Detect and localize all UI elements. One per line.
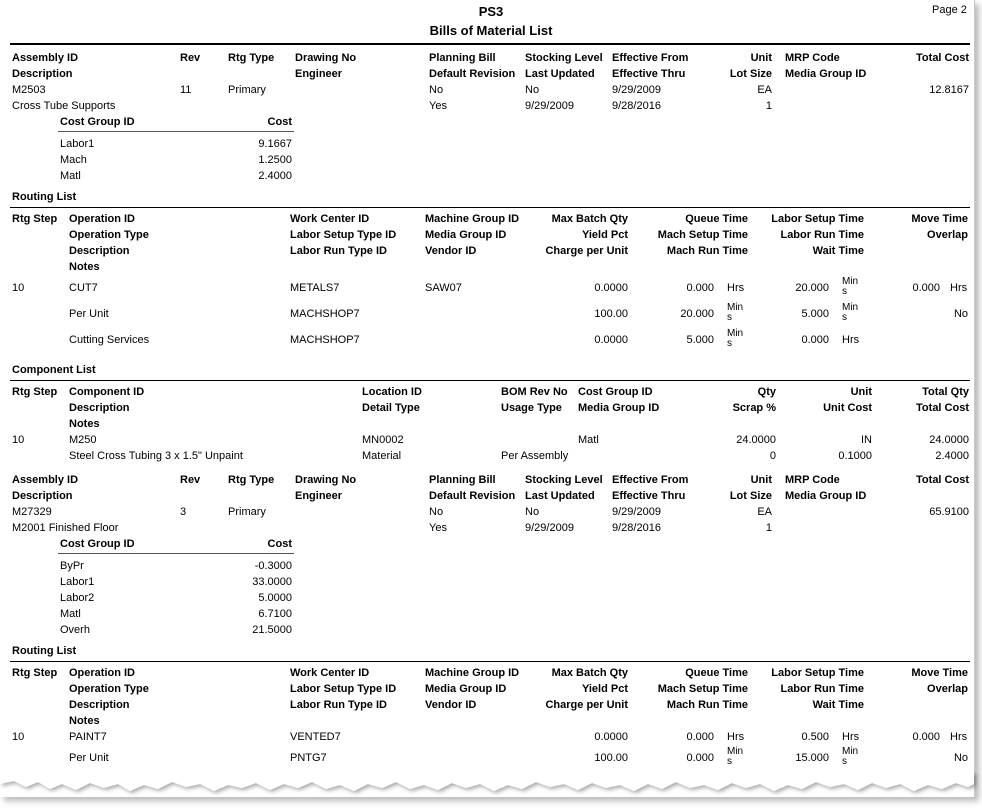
cost-group-id: Matl [60,170,81,182]
rev-header: Rev [180,474,201,486]
labor-run-unit: s [842,756,847,767]
scrap-pct-header: Scrap % [732,402,776,414]
assembly-lot-size: 1 [765,100,772,112]
rtg-step-header: Rtg Step [12,667,58,679]
cost-group-id: Overh [60,624,90,636]
component-id: M250 [69,434,97,446]
unit-header: Unit [750,474,772,486]
queue-time-header: Queue Time [685,213,748,225]
operation-type-header: Operation Type [69,683,149,695]
bom-rev-header: BOM Rev No [501,386,568,398]
comp-description-header: Description [69,402,130,414]
machine-group-header: Machine Group ID [425,213,520,225]
media-group-header: Media Group ID [425,683,507,695]
effective-from-header: Effective From [612,474,689,486]
labor-setup-time-header: Labor Setup Time [771,213,864,225]
operation-id-header: Operation ID [69,213,136,225]
cost-group-id: Labor1 [60,138,95,150]
labor-run-time: 15.000 [795,752,829,764]
comp-total-cost: 2.4000 [935,450,969,462]
operation-id: PAINT7 [69,731,107,743]
assembly-last-updated: 9/29/2009 [525,522,574,534]
rev-header: Rev [180,52,201,64]
routing-list-title: Routing List [12,191,77,203]
location-id: MN0002 [362,434,404,446]
labor-setup-type-header: Labor Setup Type ID [290,683,397,695]
last-updated-header: Last Updated [525,490,595,502]
machine-group-header: Machine Group ID [425,667,520,679]
overlap-header: Overlap [927,229,968,241]
cost-group-id-header: Cost Group ID [60,116,135,128]
rtg-type-header: Rtg Type [228,52,275,64]
cost-group-id: Labor2 [60,592,95,604]
planning-bill-header: Planning Bill [429,52,496,64]
comp-total-cost-header: Total Cost [916,402,969,414]
mach-run-time-header: Mach Run Time [666,245,748,257]
comp-qty: 24.0000 [736,434,776,446]
routing-divider [10,207,970,208]
labor-setup-unit: Hrs [842,731,860,743]
cost-group-cost: 33.0000 [252,576,292,588]
max-batch-header: Max Batch Qty [551,213,628,225]
labor-setup-time: 20.000 [795,282,829,294]
move-time-unit: Hrs [950,282,968,294]
comp-rtg-step-header: Rtg Step [12,386,58,398]
usage-type: Per Assembly [501,450,569,462]
assembly-last-updated: 9/29/2009 [525,100,574,112]
labor-setup-type-header: Labor Setup Type ID [290,229,397,241]
operation-type-header: Operation Type [69,229,149,241]
wait-time-header: Wait Time [812,699,864,711]
description-header: Description [12,490,73,502]
effective-thru-header: Effective Thru [612,68,686,80]
queue-time: 0.000 [686,731,714,743]
component-id-header: Component ID [69,386,145,398]
mach-setup-unit: Min [727,302,744,313]
effective-from-header: Effective From [612,52,689,64]
work-center-header: Work Center ID [290,667,370,679]
labor-run-unit: Min [842,302,859,313]
labor-setup-unit: Min [842,276,859,287]
routing-step: 10 [12,282,25,294]
labor-setup-time: 0.500 [801,731,829,743]
mach-run-unit: Min [727,328,744,339]
assembly-planning-bill: No [429,84,444,96]
detail-type-header: Detail Type [362,402,420,414]
labor-setup-type: MACHSHOP7 [290,308,360,320]
assembly-id: M27329 [12,506,52,518]
drawing-no-header: Drawing No [295,52,357,64]
last-updated-header: Last Updated [525,68,595,80]
unit-header: Unit [750,52,772,64]
yield-pct: 100.00 [594,752,628,764]
comp-cost-group: Matl [578,434,599,446]
max-batch: 0.0000 [594,731,628,743]
queue-time-unit: Hrs [727,282,745,294]
operation-id-header: Operation ID [69,667,136,679]
mach-setup-time-header: Mach Setup Time [657,229,748,241]
move-time-header: Move Time [911,667,968,679]
cost-group-divider [58,131,294,132]
company-name: PS3 [478,4,504,19]
assembly-rtg-type: Primary [228,506,266,518]
cost-group-cost: 9.1667 [258,138,292,150]
component-list-title: Component List [12,364,96,376]
stocking-level-header: Stocking Level [525,52,603,64]
comp-notes-header: Notes [69,418,100,430]
labor-run-time: 5.000 [801,308,829,320]
assembly-unit: EA [757,506,772,518]
operation-type: Per Unit [69,752,109,764]
mach-setup-unit: Min [727,746,744,757]
assembly-effective-from: 9/29/2009 [612,506,661,518]
report-title: Bills of Material List [429,23,553,38]
mrp-code-header: MRP Code [785,52,840,64]
move-time: 0.000 [912,731,940,743]
notes-header: Notes [69,715,100,727]
assembly-id-header: Assembly ID [12,52,79,64]
cost-group-id: Mach [60,154,87,166]
scrap-pct: 0 [769,450,776,462]
mach-setup-time: 20.000 [680,308,714,320]
unit-cost: 0.1000 [838,450,872,462]
lot-size-header: Lot Size [729,68,772,80]
mrp-code-header: MRP Code [785,474,840,486]
assembly-lot-size: 1 [765,522,772,534]
engineer-header: Engineer [295,68,343,80]
labor-run-unit: s [842,312,847,323]
yield-pct: 100.00 [594,308,628,320]
total-cost-header: Total Cost [916,52,969,64]
assembly-total-cost: 65.9100 [929,506,969,518]
overlap-header: Overlap [927,683,968,695]
default-revision-header: Default Revision [429,490,516,502]
rtg-step-header: Rtg Step [12,213,58,225]
overlap: No [953,308,968,320]
lot-size-header: Lot Size [729,490,772,502]
notes-header: Notes [69,261,100,273]
routing-description: Cutting Services [69,334,150,346]
routing-list-title: Routing List [12,645,77,657]
queue-time: 0.000 [686,282,714,294]
media-group-header: Media Group ID [425,229,507,241]
qty-header: Qty [757,386,776,398]
wait-time-header: Wait Time [812,245,864,257]
assembly-unit: EA [757,84,772,96]
routing-divider [10,661,970,662]
cost-group-divider [58,553,294,554]
move-time: 0.000 [912,282,940,294]
assembly-total-cost: 12.8167 [929,84,969,96]
comp-total-qty: 24.0000 [929,434,969,446]
comp-description: Steel Cross Tubing 3 x 1.5" Unpaint [69,450,243,462]
title-divider [10,43,970,45]
assembly-stocking-level: No [525,84,540,96]
component-divider [10,380,970,381]
work-center-header: Work Center ID [290,213,370,225]
cost-group-id: Matl [60,608,81,620]
media-group-header: Media Group ID [785,68,867,80]
labor-run-type-header: Labor Run Type ID [290,245,387,257]
labor-setup-type: PNTG7 [290,752,327,764]
location-id-header: Location ID [362,386,422,398]
cost-group-id: ByPr [60,560,84,572]
machine-group: SAW07 [425,282,462,294]
cost-group-cost: 1.2500 [258,154,292,166]
move-time-unit: Hrs [950,731,968,743]
cost-group-id-header: Cost Group ID [60,538,135,550]
assembly-description: M2001 Finished Floor [12,522,119,534]
assembly-rev: 11 [180,84,192,96]
default-revision-header: Default Revision [429,68,516,80]
total-qty-header: Total Qty [922,386,969,398]
cost-group-cost: 6.7100 [258,608,292,620]
assembly-default-revision: Yes [429,522,447,534]
labor-setup-time-header: Labor Setup Time [771,667,864,679]
comp-cost-group-header: Cost Group ID [578,386,653,398]
work-center: METALS7 [290,282,340,294]
media-group-header: Media Group ID [785,490,867,502]
mach-setup-time: 0.000 [686,752,714,764]
cost-group-cost: 21.5000 [252,624,292,636]
assembly-rtg-type: Primary [228,84,266,96]
queue-time-unit: Hrs [727,731,745,743]
cost-group-id: Labor1 [60,576,95,588]
usage-type-header: Usage Type [501,402,562,414]
assembly-id-header: Assembly ID [12,474,79,486]
engineer-header: Engineer [295,490,343,502]
routing-step: 10 [12,731,25,743]
effective-thru-header: Effective Thru [612,490,686,502]
assembly-description: Cross Tube Supports [12,100,116,112]
stocking-level-header: Stocking Level [525,474,603,486]
drawing-no-header: Drawing No [295,474,357,486]
cost-header: Cost [267,116,292,128]
routing-description-header: Description [69,699,130,711]
assembly-planning-bill: No [429,506,444,518]
operation-id: CUT7 [69,282,98,294]
torn-edge [0,772,982,812]
mach-run-time-header: Mach Run Time [666,699,748,711]
unit-cost-header: Unit Cost [823,402,872,414]
yield-pct-header: Yield Pct [581,683,628,695]
cost-group-cost: 2.4000 [258,170,292,182]
labor-run-unit: Min [842,746,859,757]
page-number: Page 2 [932,4,967,16]
comp-rtg-step: 10 [12,434,25,446]
mach-setup-time-header: Mach Setup Time [657,683,748,695]
comp-unit-header: Unit [850,386,872,398]
yield-pct-header: Yield Pct [581,229,628,241]
overlap: No [953,752,968,764]
mach-setup-unit: s [727,312,732,323]
total-cost-header: Total Cost [916,474,969,486]
charge-per-unit-header: Charge per Unit [545,245,628,257]
wait-time: 0.000 [801,334,829,346]
cost-header: Cost [267,538,292,550]
move-time-header: Move Time [911,213,968,225]
planning-bill-header: Planning Bill [429,474,496,486]
assembly-effective-from: 9/29/2009 [612,84,661,96]
description-header: Description [12,68,73,80]
labor-run-time-header: Labor Run Time [780,683,864,695]
max-batch-header: Max Batch Qty [551,667,628,679]
vendor-id-header: Vendor ID [425,245,477,257]
cost-group-cost: -0.3000 [254,560,292,572]
mach-run-unit: s [727,338,732,349]
detail-type: Material [362,450,402,462]
mach-setup-unit: s [727,756,732,767]
routing-description-header: Description [69,245,130,257]
max-batch: 0.0000 [594,282,628,294]
mach-run-time: 5.000 [686,334,714,346]
labor-run-time-header: Labor Run Time [780,229,864,241]
assembly-stocking-level: No [525,506,540,518]
charge-per-unit: 0.0000 [594,334,628,346]
assembly-effective-thru: 9/28/2016 [612,100,661,112]
charge-per-unit-header: Charge per Unit [545,699,628,711]
assembly-rev: 3 [180,506,187,518]
comp-media-group-header: Media Group ID [578,402,660,414]
assembly-default-revision: Yes [429,100,447,112]
labor-run-type: MACHSHOP7 [290,334,360,346]
wait-time-unit: Hrs [842,334,860,346]
labor-run-type-header: Labor Run Type ID [290,699,387,711]
labor-setup-unit: s [842,286,847,297]
rtg-type-header: Rtg Type [228,474,275,486]
queue-time-header: Queue Time [685,667,748,679]
comp-unit: IN [861,434,872,446]
operation-type: Per Unit [69,308,109,320]
vendor-id-header: Vendor ID [425,699,477,711]
assembly-id: M2503 [12,84,46,96]
work-center: VENTED7 [290,731,341,743]
cost-group-cost: 5.0000 [258,592,292,604]
assembly-effective-thru: 9/28/2016 [612,522,661,534]
